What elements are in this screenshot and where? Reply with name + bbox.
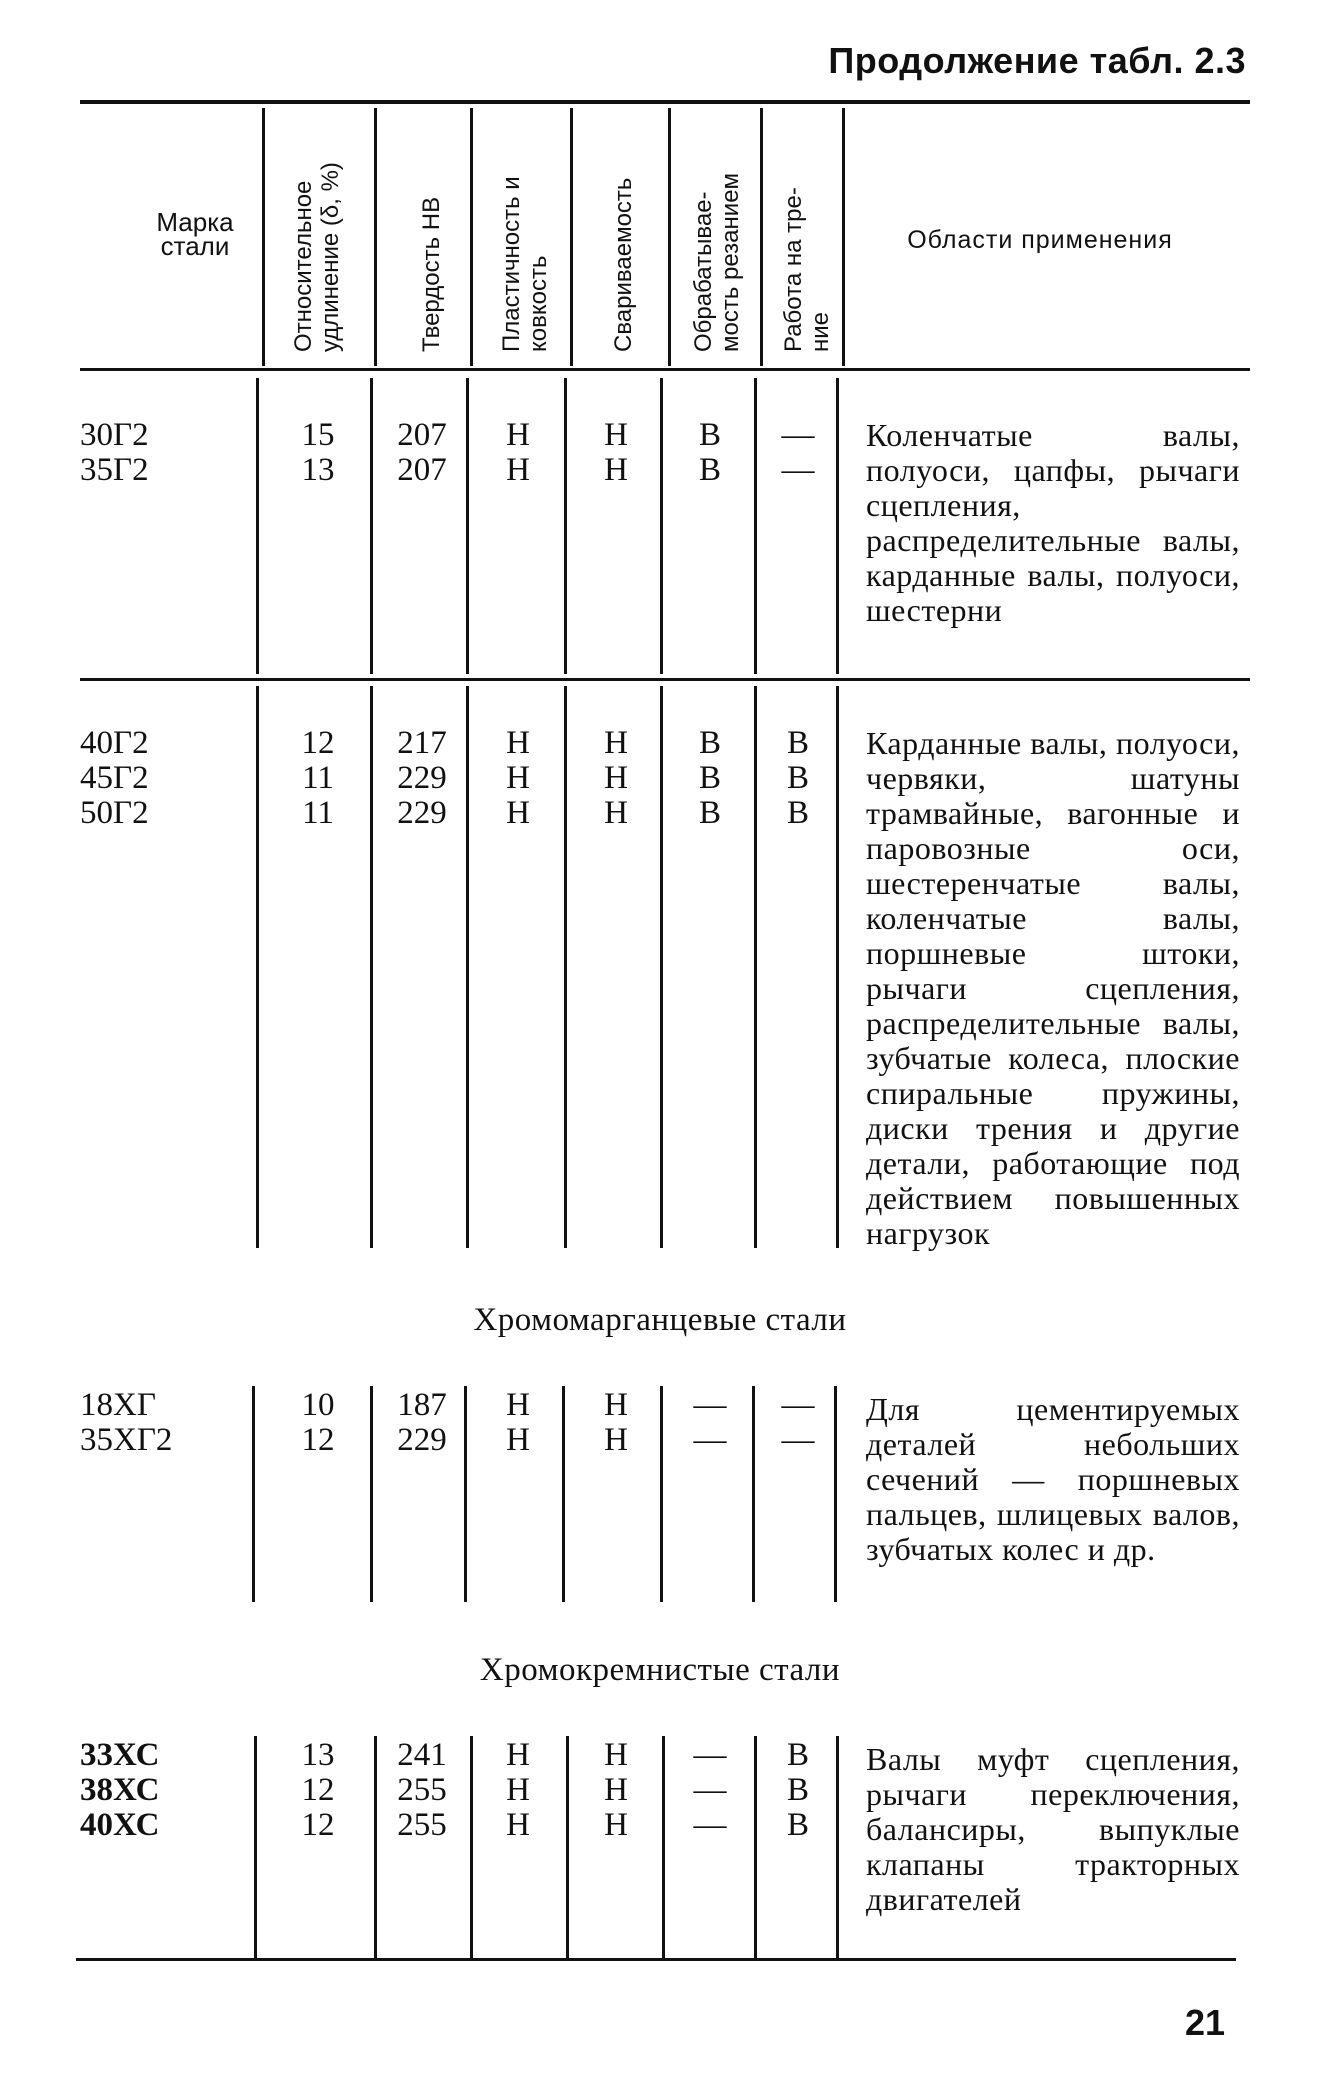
elongation-cell: 12 (301, 1807, 335, 1843)
friction-cell: — (781, 1422, 815, 1458)
friction-cell: В (786, 1772, 809, 1808)
header-elongation-line2: удлинение (δ, %) (317, 162, 344, 352)
weldability-cell: Н (604, 725, 628, 761)
col-divider (370, 378, 373, 674)
section-heading: Хромомарганцевые стали (473, 1302, 847, 1338)
hardness-cell: 229 (397, 760, 447, 796)
header-elongation (290, 162, 344, 352)
col-divider (660, 686, 663, 1248)
header-friction-line2: ние (807, 311, 834, 352)
col-divider (562, 1386, 565, 1602)
header-plasticity (498, 176, 552, 352)
elongation-cell: 13 (301, 452, 335, 488)
plasticity-cell: Н (506, 1807, 530, 1843)
weldability-cell: Н (604, 1772, 628, 1808)
plasticity-cell: Н (506, 760, 530, 796)
header-divider-7 (842, 108, 845, 366)
plasticity-cell: Н (506, 417, 530, 453)
section-heading: Хромокремнистые стали (479, 1652, 841, 1688)
col-divider (754, 378, 757, 674)
group-rule (80, 678, 1250, 681)
weldability-cell: Н (604, 795, 628, 831)
machinability-cell: — (693, 1807, 727, 1843)
weldability-cell: Н (604, 1422, 628, 1458)
bottom-rule (76, 1958, 1236, 1961)
header-divider-6 (760, 108, 763, 366)
grade-cell: 40ХС (80, 1807, 160, 1843)
header-plasticity-line2: ковкость (525, 255, 552, 352)
col-divider (464, 1386, 467, 1602)
weldability-cell: Н (604, 417, 628, 453)
header-grade (110, 207, 280, 261)
col-divider (370, 1386, 373, 1602)
header-grade-line1: Марка (156, 207, 234, 237)
col-divider (256, 378, 259, 674)
header-machinability-line1: Обрабатывае- (690, 191, 717, 352)
col-divider (660, 1386, 663, 1602)
weldability-cell: Н (604, 760, 628, 796)
machinability-cell: — (693, 1422, 727, 1458)
plasticity-cell: Н (506, 725, 530, 761)
grade-cell: 33ХС (80, 1737, 160, 1773)
header-divider-3 (470, 108, 473, 366)
plasticity-cell: Н (506, 452, 530, 488)
applications-cell: Для цементируемых деталей небольших сечений — поршневых пальцев, шлицевых валов, зубчатых колес и др. (866, 1391, 1240, 1567)
hardness-cell: 255 (397, 1772, 447, 1808)
col-divider (370, 686, 373, 1248)
header-grade-line2: стали (160, 231, 230, 261)
hardness-cell: 229 (397, 1422, 447, 1458)
hardness-cell: 207 (397, 417, 447, 453)
col-divider (466, 378, 469, 674)
col-divider (470, 1736, 473, 1958)
weldability-cell: Н (604, 452, 628, 488)
col-divider (834, 1386, 837, 1602)
header-machinability (690, 173, 744, 352)
header-plasticity-line1: Пластичность и (498, 176, 525, 352)
hardness-cell: 217 (397, 725, 447, 761)
machinability-cell: В (698, 760, 721, 796)
elongation-cell: 12 (301, 725, 335, 761)
header-machinability-line2: мость резанием (717, 172, 744, 352)
col-divider (754, 1736, 757, 1958)
machinability-cell: В (698, 452, 721, 488)
header-hardness-line1: Твердость НВ (418, 196, 445, 352)
grade-cell: 40Г2 (80, 725, 149, 761)
col-divider (252, 1386, 255, 1602)
friction-cell: В (786, 1737, 809, 1773)
header-divider-4 (570, 108, 573, 366)
machinability-cell: — (693, 1772, 727, 1808)
friction-cell: В (786, 760, 809, 796)
col-divider (752, 1386, 755, 1602)
plasticity-cell: Н (506, 1422, 530, 1458)
col-divider (662, 1736, 665, 1958)
col-divider (564, 686, 567, 1248)
top-rule (80, 100, 1250, 104)
elongation-cell: 12 (301, 1422, 335, 1458)
col-divider (836, 378, 839, 674)
plasticity-cell: Н (506, 795, 530, 831)
col-divider (256, 686, 259, 1248)
machinability-cell: В (698, 795, 721, 831)
weldability-cell: Н (604, 1807, 628, 1843)
machinability-cell: В (698, 417, 721, 453)
machinability-cell: В (698, 725, 721, 761)
weldability-cell: Н (604, 1737, 628, 1773)
header-divider-1 (262, 108, 265, 366)
elongation-cell: 11 (302, 795, 334, 831)
elongation-cell: 10 (301, 1387, 335, 1423)
page-number: 21 (1184, 2002, 1225, 2043)
hardness-cell: 207 (397, 452, 447, 488)
header-elongation-line1: Относительное (290, 180, 317, 352)
grade-cell: 50Г2 (80, 795, 149, 831)
col-divider (374, 1736, 377, 1958)
col-divider (254, 1736, 257, 1958)
weldability-cell: Н (604, 1387, 628, 1423)
header-friction (780, 187, 834, 352)
header-divider-5 (668, 108, 671, 366)
header-applications: Области применения (907, 226, 1173, 254)
col-divider (754, 686, 757, 1248)
col-divider (466, 686, 469, 1248)
friction-cell: В (786, 1807, 809, 1843)
plasticity-cell: Н (506, 1772, 530, 1808)
elongation-cell: 15 (301, 417, 335, 453)
col-divider (836, 1736, 839, 1958)
applications-cell: Карданные валы, полуоси, червяки, шатуны трамвайные, вагонные и паровозные оси, шестеренчатые валы, коленчатые валы, поршневые штоки, рычаги сцепления, распределительные валы, зубчатые колеса, плоские спиральные пружины, диски трения и другие детали, работающие под действием повышенных нагрузок (866, 725, 1240, 1251)
plasticity-cell: Н (506, 1387, 530, 1423)
applications-cell: Валы муфт сцепления, рычаги переключения, балансиры, выпуклые клапаны тракторных двигателей (866, 1741, 1240, 1917)
running-header: Продолжение табл. 2.3 (828, 40, 1246, 81)
friction-cell: — (781, 417, 815, 453)
col-divider (836, 686, 839, 1248)
header-weldability-line1: Свариваемость (610, 177, 637, 352)
plasticity-cell: Н (506, 1737, 530, 1773)
grade-cell: 35Г2 (80, 452, 149, 488)
machinability-cell: — (693, 1387, 727, 1423)
friction-cell: В (786, 725, 809, 761)
hardness-cell: 255 (397, 1807, 447, 1843)
grade-cell: 38ХС (80, 1772, 160, 1808)
header-weldability (610, 178, 637, 352)
header-hardness (418, 197, 445, 352)
hardness-cell: 229 (397, 795, 447, 831)
grade-cell: 30Г2 (80, 417, 149, 453)
header-rule (80, 368, 1250, 371)
hardness-cell: 241 (397, 1737, 447, 1773)
applications-cell: Коленчатые валы, полуоси, цапфы, рычаги сцепления, распределительные валы, карданные валы, полуоси, шестерни (866, 417, 1240, 628)
grade-cell: 18ХГ (80, 1387, 156, 1423)
elongation-cell: 13 (301, 1737, 335, 1773)
header-friction-line1: Работа на тре- (780, 187, 807, 352)
friction-cell: — (781, 452, 815, 488)
elongation-cell: 12 (301, 1772, 335, 1808)
elongation-cell: 11 (302, 760, 334, 796)
col-divider (660, 378, 663, 674)
header-divider-2 (374, 108, 377, 366)
col-divider (566, 1736, 569, 1958)
grade-cell: 35ХГ2 (80, 1422, 173, 1458)
friction-cell: — (781, 1387, 815, 1423)
friction-cell: В (786, 795, 809, 831)
col-divider (564, 378, 567, 674)
machinability-cell: — (693, 1737, 727, 1773)
hardness-cell: 187 (397, 1387, 447, 1423)
grade-cell: 45Г2 (80, 760, 149, 796)
